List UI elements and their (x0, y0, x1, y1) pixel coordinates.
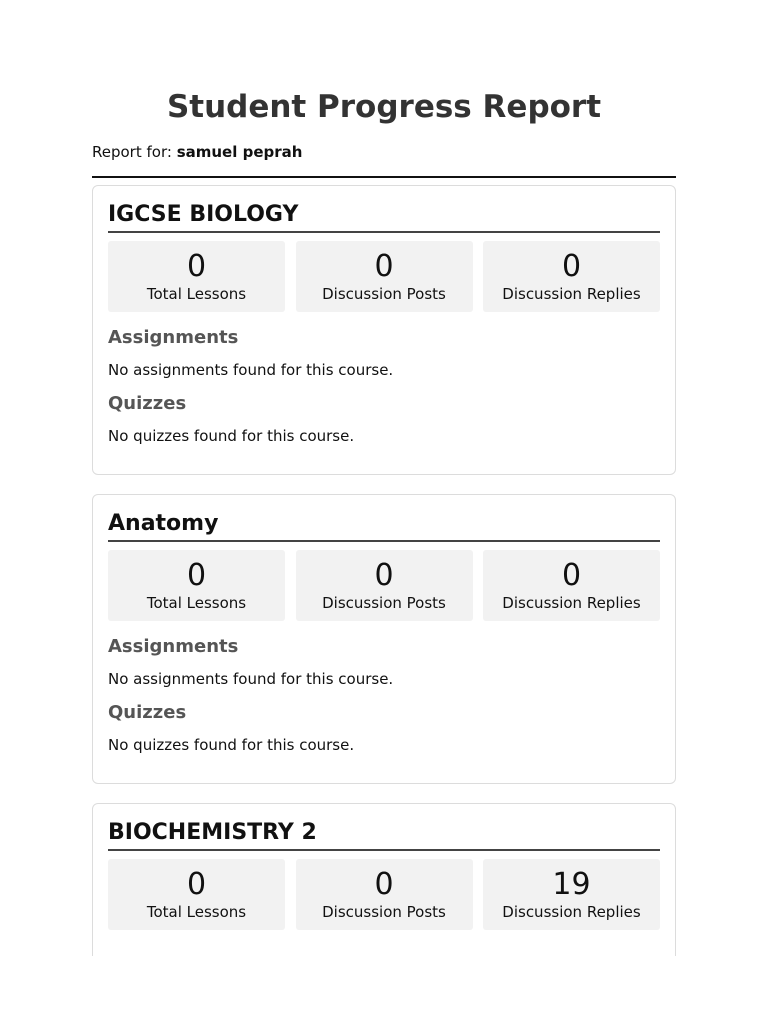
stat-discussion-posts (296, 550, 473, 621)
assignments-empty-text: No assignments found for this course. (108, 670, 394, 688)
stat-label: Discussion Posts (322, 903, 446, 921)
page-title: Student Progress Report (166, 89, 602, 125)
assignments-heading: Assignments (108, 636, 239, 657)
stat-value: 0 (561, 558, 582, 593)
quizzes-heading: Quizzes (108, 393, 187, 414)
stat-value: 0 (186, 867, 207, 902)
stat-label: Discussion Posts (322, 285, 446, 303)
report-content (92, 0, 676, 956)
stat-value: 0 (561, 249, 582, 284)
stat-label: Discussion Replies (502, 903, 641, 921)
stat-discussion-replies (483, 241, 660, 312)
stat-total-lessons (108, 859, 285, 930)
stat-value: 0 (374, 867, 394, 902)
course-stats (108, 241, 660, 312)
course-stats (108, 859, 660, 930)
stat-discussion-posts (296, 241, 473, 312)
stat-value: 0 (374, 558, 394, 593)
course-stats (108, 550, 660, 621)
quizzes-empty-text: No quizzes found for this course. (108, 736, 355, 754)
quizzes-heading: Quizzes (108, 702, 187, 723)
course-card (92, 185, 676, 475)
stat-label: Discussion Replies (502, 285, 641, 303)
stat-discussion-replies (483, 550, 660, 621)
stat-label: Total Lessons (146, 594, 247, 612)
assignments-heading: Assignments (108, 327, 239, 348)
report-for-label: Report for: (92, 143, 172, 161)
assignments-empty-text: No assignments found for this course. (108, 361, 394, 379)
stat-value: 19 (552, 867, 591, 902)
student-name: samuel peprah (176, 143, 303, 161)
stat-discussion-replies (483, 859, 660, 930)
stat-label: Discussion Posts (322, 594, 446, 612)
course-card (92, 494, 676, 784)
quizzes-empty-text: No quizzes found for this course. (108, 427, 355, 445)
stat-label: Total Lessons (146, 285, 247, 303)
stat-value: 0 (186, 558, 207, 593)
report-for-line (92, 142, 676, 162)
course-card (92, 803, 676, 956)
header-divider (92, 176, 676, 178)
stat-label: Total Lessons (146, 903, 247, 921)
stat-total-lessons (108, 550, 285, 621)
stat-label: Discussion Replies (502, 594, 641, 612)
stat-value: 0 (186, 249, 207, 284)
stat-value: 0 (374, 249, 394, 284)
stat-total-lessons (108, 241, 285, 312)
course-title: Anatomy (108, 495, 660, 542)
course-title: IGCSE BIOLOGY (108, 186, 660, 233)
course-title: BIOCHEMISTRY 2 (108, 804, 660, 851)
stat-discussion-posts (296, 859, 473, 930)
